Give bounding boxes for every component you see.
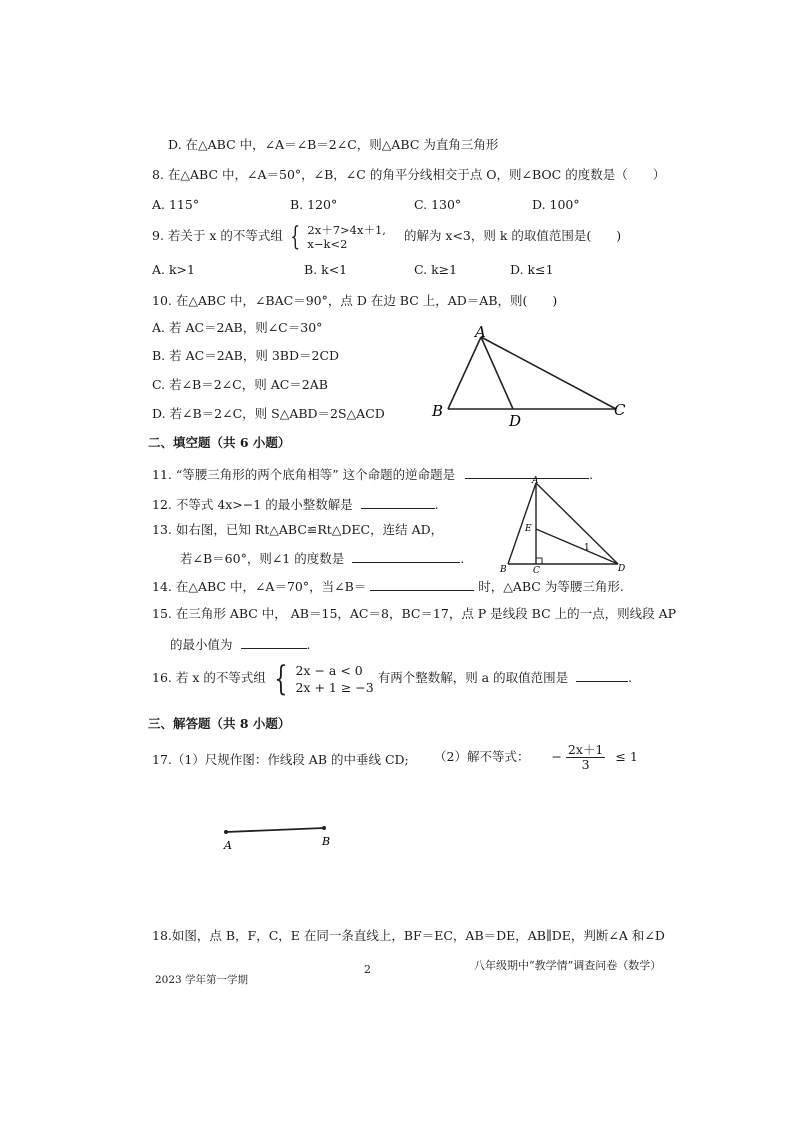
q13-label-a: A xyxy=(532,476,539,486)
q7-option-d: D. 在△ABC 中，∠A＝∠B＝2∠C，则△ABC 为直角三角形 xyxy=(168,137,499,152)
q12-stem: 12. 不等式 4x>−1 的最小整数解是 xyxy=(152,497,353,512)
q17-denominator: 3 xyxy=(581,757,590,772)
q9-post: 的解为 x<3，则 k 的取值范围是( ) xyxy=(403,228,622,243)
q10-stem: 10. 在△ABC 中，∠BAC＝90°，点 D 在边 BC 上，AD＝AB，则( ) xyxy=(152,293,558,308)
q17-minus-sign: − xyxy=(551,749,562,764)
q10-option-d: D. 若∠B＝2∠C，则 S△ABD＝2S△ACD xyxy=(152,406,385,421)
q10-label-c: C xyxy=(614,401,626,419)
q16-post: 有两个整数解，则 a 的取值范围是 xyxy=(377,670,569,685)
q10-label-d: D xyxy=(509,412,522,430)
q13-label-d: D xyxy=(618,564,626,574)
q9-option-a: A. k>1 xyxy=(152,262,195,277)
q13-stem: 若∠B＝60°，则∠1 的度数是 xyxy=(180,551,345,566)
q9-option-c: C. k≥1 xyxy=(414,262,458,277)
q16-line1: 2x − a < 0 xyxy=(295,662,363,678)
q14-text xyxy=(152,578,624,595)
q15-stem: 的最小值为 xyxy=(170,637,233,652)
q16-brace: { xyxy=(274,658,288,699)
q8-stem: 8. 在△ABC 中，∠A＝50°，∠B，∠C 的角平分线相交于点 O，则∠BOC 的度数是（ ） xyxy=(152,167,666,182)
q13-angle-1: 1 xyxy=(584,543,590,553)
q8-option-b: B. 120° xyxy=(290,197,338,212)
q13-answer-blank[interactable] xyxy=(352,550,460,563)
q17-numerator: 2x＋1 xyxy=(567,742,604,757)
q14-post: 时，△ABC 为等腰三角形. xyxy=(478,579,624,594)
q16-answer-blank[interactable] xyxy=(576,669,628,682)
q9-line1: 2x＋7>4x＋1, xyxy=(307,222,386,237)
q14-pre: 14. 在△ABC 中，∠A＝70°，当∠B＝ xyxy=(152,579,367,594)
q17-rhs: ≤ 1 xyxy=(615,749,638,764)
q10-side-ab xyxy=(448,337,481,409)
q15-line1: 15. 在三角形 ABC 中， AB＝15，AC＝8，BC＝17，点 P 是线段 BC 上的一点，则线段 AP xyxy=(152,606,677,621)
section-2-heading: 二、填空题（共 6 小题） xyxy=(148,435,291,450)
q13-segment-ad xyxy=(536,483,618,564)
q13-triangle-figure xyxy=(496,474,636,576)
q9-line2: x−k<2 xyxy=(307,236,348,251)
q13-line1: 13. 如右图，已知 Rt△ABC≌Rt△DEC，连结 AD， xyxy=(152,522,444,537)
q13-right-angle-mark xyxy=(536,558,542,564)
q13-label-c: C xyxy=(533,566,540,576)
q10-option-c: C. 若∠B＝2∠C，则 AC＝2AB xyxy=(152,377,328,392)
q16-text: 16. 若 x 的不等式组 { 2x − a < 0 2x + 1 ≥ −3 有两个整数解，则 a 的取值范围是 . xyxy=(152,658,633,699)
q17-label-a: A xyxy=(224,839,232,852)
q10-option-a: A. 若 AC＝2AB，则∠C＝30° xyxy=(152,320,323,335)
q11-stem: 11. “等腰三角形的两个底角相等” 这个命题的逆命题是 xyxy=(152,467,456,482)
q8-option-a: A. 115° xyxy=(152,197,200,212)
q11-text: 11. “等腰三角形的两个底角相等” 这个命题的逆命题是 . xyxy=(152,467,594,482)
q10-triangle-figure xyxy=(426,322,636,432)
q13-label-b: B xyxy=(500,565,507,575)
q10-segment-ad xyxy=(481,337,513,409)
q9-stem xyxy=(152,221,621,251)
q13-label-e: E xyxy=(525,524,532,534)
q13-segment-ed xyxy=(536,529,618,564)
q9-brace: { xyxy=(290,221,301,252)
q17-fraction xyxy=(566,743,605,772)
q9-option-d: D. k≤1 xyxy=(510,262,554,277)
q8-option-c: C. 130° xyxy=(414,197,462,212)
q15-answer-blank[interactable] xyxy=(241,636,307,649)
q9-option-b: B. k<1 xyxy=(304,262,348,277)
q10-option-b: B. 若 AC＝2AB，则 3BD＝2CD xyxy=(152,348,340,363)
q9-system xyxy=(307,223,386,251)
q17-point-a xyxy=(224,830,228,834)
q17-part2 xyxy=(434,742,638,772)
q8-option-d: D. 100° xyxy=(532,197,580,212)
q10-label-a: A xyxy=(475,323,486,341)
q9-pre: 9. 若关于 x 的不等式组 xyxy=(152,228,283,243)
q17-point-b xyxy=(322,826,326,830)
q12-text: 12. 不等式 4x>−1 的最小整数解是 . xyxy=(152,497,439,512)
page-number: 2 xyxy=(364,963,371,976)
q17-part2-label: （2）解不等式： xyxy=(434,749,530,764)
q17-segment-line xyxy=(226,828,324,832)
q14-answer-blank[interactable] xyxy=(370,578,474,591)
q17-part1: 17.（1）尺规作图：作线段 AB 的中垂线 CD; xyxy=(152,752,409,767)
footer-term: 2023 学年第一学期 xyxy=(155,974,249,986)
q18-text: 18.如图，点 B，F，C，E 在同一条直线上，BF＝EC，AB＝DE，AB∥DE，判断∠A 和∠D xyxy=(152,928,665,943)
q13-side-ab xyxy=(508,483,536,564)
q12-answer-blank[interactable] xyxy=(361,496,435,509)
q16-system xyxy=(295,662,373,696)
q16-line2: 2x + 1 ≥ −3 xyxy=(295,679,374,695)
q17-label-b: B xyxy=(322,835,331,848)
q16-pre: 16. 若 x 的不等式组 xyxy=(152,670,266,685)
q17-segment-ab xyxy=(216,818,346,852)
footer-title: 八年级期中“教学情”调查问卷（数学） xyxy=(474,959,662,972)
q10-side-ac xyxy=(481,337,616,409)
section-3-heading: 三、解答题（共 8 小题） xyxy=(148,716,291,731)
q13-line2: 若∠B＝60°，则∠1 的度数是 . xyxy=(180,551,465,566)
q10-label-b: B xyxy=(432,402,444,420)
q15-line2: 的最小值为 . xyxy=(170,637,311,652)
